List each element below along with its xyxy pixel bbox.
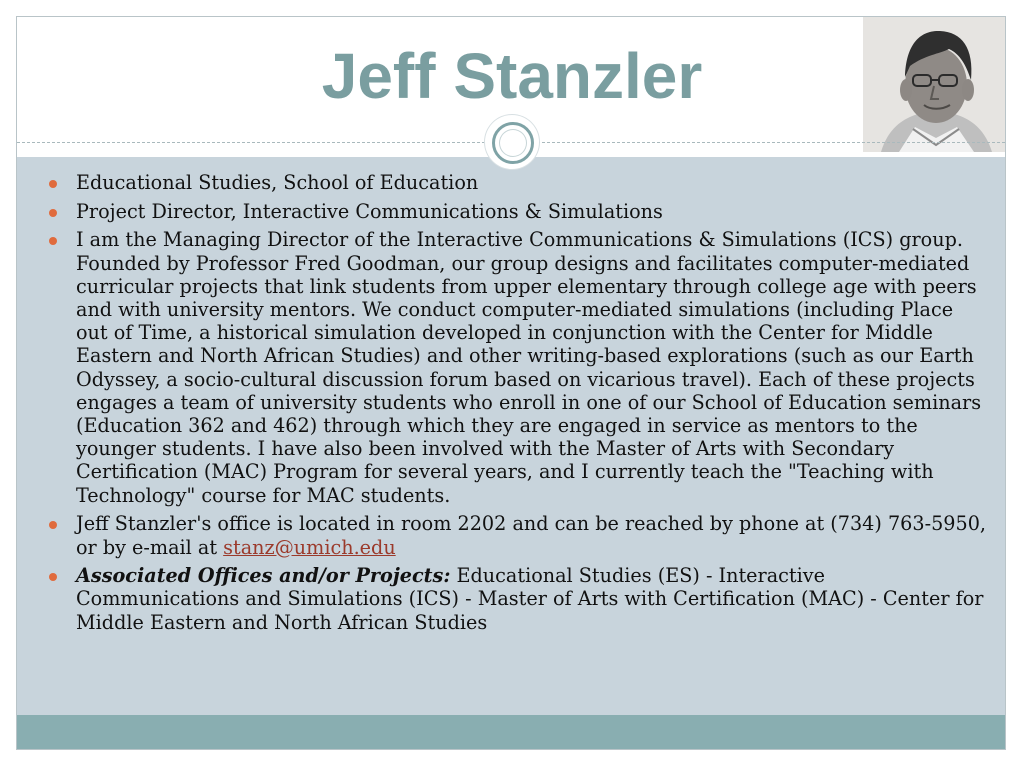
- portrait-photo: [863, 17, 1006, 152]
- page-title: Jeff Stanzler: [321, 40, 703, 112]
- bullet-text: Project Director, Interactive Communications & Simulations: [76, 199, 663, 223]
- bullet-dot-icon: [49, 237, 57, 245]
- portrait-illustration: [863, 17, 1006, 152]
- bullet-list: [49, 171, 989, 639]
- bullet-text: Educational Studies, School of Education: [76, 171, 479, 194]
- circle-ornament-icon: [485, 115, 539, 169]
- bullet-text: I am the Managing Director of the Interactive Communications & Simulations (ICS) group. Founded by Professor Fred Goodman, our group designs and facilitates computer-mediated curricular projects that link students from upper elementary through college age with peers and with university mentors. We conduct computer-mediated simulations (including Place out of Time, a historical simulation developed in conjunction with the Center for Middle Eastern and North African Studies) and other writing-based explorations (such as our Earth Odyssey, a socio-cultural discussion forum based on vicarious travel). Each of these projects engages a team of university students who enroll in one of our School of Education seminars (Education 362 and 462) through which they are engaged in service as mentors to the younger students. I have also been involved with the Master of Arts with Secondary Certification (MAC) Program for several years, and I currently teach the "Teaching with Technology" course for MAC students.: [76, 228, 982, 507]
- bullet-dot-icon: [49, 573, 57, 581]
- bullet-dot-icon: [49, 209, 57, 217]
- ornament-inner: [499, 129, 527, 157]
- bullet-item-title: [49, 200, 989, 223]
- bullet-item-department: [49, 171, 989, 194]
- bullet-item-associated: [49, 564, 989, 634]
- slide: [16, 16, 1006, 750]
- ornament-ring: [492, 122, 534, 164]
- email-link[interactable]: stanz@umich.edu: [223, 535, 396, 559]
- bullet-item-bio: [49, 228, 989, 506]
- bullet-dot-icon: [49, 180, 57, 188]
- bullet-item-contact: [49, 512, 989, 558]
- contact-text: Jeff Stanzler's office is located in room 2202 and can be reached by phone at (734) 763-5950, or by e-mail at: [76, 512, 987, 559]
- bullet-dot-icon: [49, 521, 57, 529]
- associated-text: Educational Studies (ES) - Interactive Communications and Simulations (ICS) - Master of Arts with Certification (MAC) - Center for Middle Eastern and North African Studies: [76, 564, 984, 634]
- footer-bar: [17, 715, 1005, 750]
- associated-label: Associated Offices and/or Projects:: [76, 564, 451, 588]
